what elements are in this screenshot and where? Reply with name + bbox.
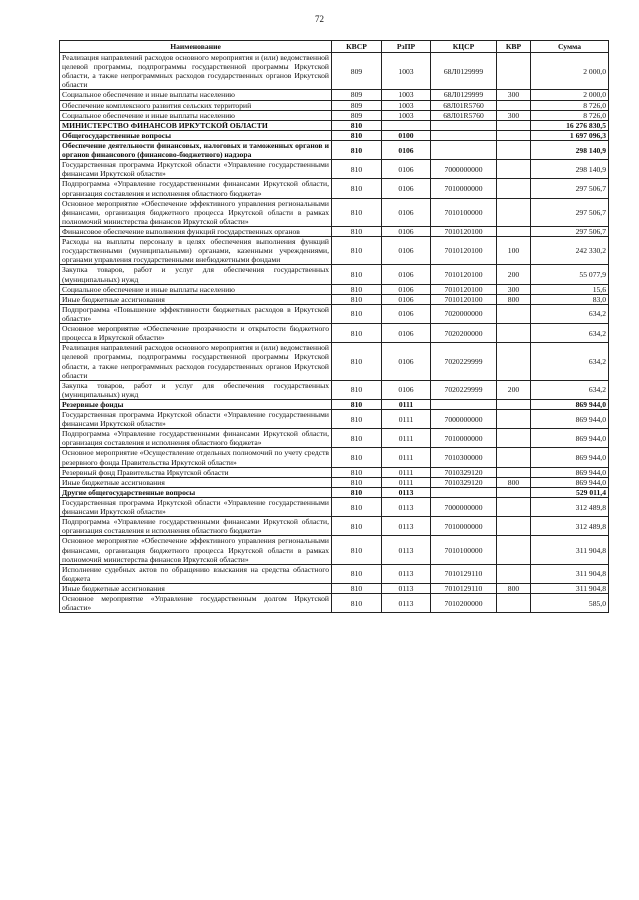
cell-rzpr: 1003 bbox=[382, 110, 431, 120]
cell-rzpr: 1003 bbox=[382, 100, 431, 110]
cell-sum: 529 011,4 bbox=[531, 487, 609, 497]
cell-kcsr bbox=[431, 399, 497, 409]
cell-sum: 311 904,8 bbox=[531, 564, 609, 583]
cell-sum: 869 944,0 bbox=[531, 467, 609, 477]
cell-kvsr: 810 bbox=[332, 594, 382, 613]
table-row bbox=[60, 294, 609, 304]
cell-kvr bbox=[497, 226, 531, 236]
cell-name: Реализация направлений расходов основного мероприятия и (или) ведомственной целевой программы, подпрограммы государственной программы Иркутской области, а также непрограммных расходов государственных органов Иркутской области bbox=[60, 343, 332, 380]
cell-kvsr: 810 bbox=[332, 130, 382, 140]
cell-name: Обеспечение деятельности финансовых, налоговых и таможенных органов и органов финансового (финансово-бюджетного) надзора bbox=[60, 140, 332, 159]
cell-name: Закупка товаров, работ и услуг для обеспечения государственных (муниципальных) нужд bbox=[60, 265, 332, 284]
cell-kcsr: 7010120100 bbox=[431, 265, 497, 284]
cell-kcsr: 7010329120 bbox=[431, 477, 497, 487]
cell-kvr bbox=[497, 399, 531, 409]
cell-sum: 311 904,8 bbox=[531, 536, 609, 564]
table-row bbox=[60, 467, 609, 477]
cell-rzpr: 0113 bbox=[382, 498, 431, 517]
cell-kvsr: 810 bbox=[332, 198, 382, 226]
cell-sum: 242 330,2 bbox=[531, 237, 609, 265]
cell-kcsr: 7010120100 bbox=[431, 294, 497, 304]
cell-rzpr: 0106 bbox=[382, 265, 431, 284]
table-row bbox=[60, 487, 609, 497]
cell-name: МИНИСТЕРСТВО ФИНАНСОВ ИРКУТСКОЙ ОБЛАСТИ bbox=[60, 120, 332, 130]
cell-name: Финансовое обеспечение выполнения функций государственных органов bbox=[60, 226, 332, 236]
table-row bbox=[60, 198, 609, 226]
cell-kvsr: 809 bbox=[332, 110, 382, 120]
cell-kvr bbox=[497, 564, 531, 583]
cell-rzpr: 1003 bbox=[382, 53, 431, 90]
header-name: Наименование bbox=[60, 41, 332, 53]
cell-rzpr: 0106 bbox=[382, 284, 431, 294]
cell-kvsr: 809 bbox=[332, 100, 382, 110]
cell-name: Государственная программа Иркутской области «Управление государственными финансами Иркутской области» bbox=[60, 160, 332, 179]
cell-name: Основное мероприятие «Обеспечение эффективного управления региональными финансами, организация бюджетного процесса Иркутской области в рамках полномочий министерства финансов Иркутской области» bbox=[60, 536, 332, 564]
cell-kvr: 300 bbox=[497, 90, 531, 100]
cell-rzpr: 0106 bbox=[382, 237, 431, 265]
table-row bbox=[60, 130, 609, 140]
cell-sum: 2 000,0 bbox=[531, 53, 609, 90]
cell-kvsr: 810 bbox=[332, 294, 382, 304]
cell-sum: 8 726,0 bbox=[531, 100, 609, 110]
cell-name: Исполнение судебных актов по обращению взыскания на средства областного бюджета bbox=[60, 564, 332, 583]
table-row bbox=[60, 399, 609, 409]
cell-kvr: 800 bbox=[497, 477, 531, 487]
cell-kcsr: 7010100000 bbox=[431, 198, 497, 226]
cell-kvsr: 810 bbox=[332, 498, 382, 517]
cell-kvr bbox=[497, 594, 531, 613]
cell-kvr bbox=[497, 410, 531, 429]
cell-kcsr: 7000000000 bbox=[431, 498, 497, 517]
cell-kvsr: 810 bbox=[332, 284, 382, 294]
cell-rzpr: 0113 bbox=[382, 564, 431, 583]
cell-rzpr: 0106 bbox=[382, 294, 431, 304]
cell-kvsr: 810 bbox=[332, 399, 382, 409]
cell-kcsr: 7020200000 bbox=[431, 324, 497, 343]
cell-rzpr: 0106 bbox=[382, 343, 431, 380]
table-row bbox=[60, 448, 609, 467]
cell-sum: 312 489,8 bbox=[531, 517, 609, 536]
table-header-row bbox=[60, 41, 609, 53]
cell-rzpr: 0111 bbox=[382, 410, 431, 429]
cell-rzpr: 0106 bbox=[382, 179, 431, 198]
cell-sum: 2 000,0 bbox=[531, 90, 609, 100]
table-row bbox=[60, 100, 609, 110]
cell-kcsr: 7010200000 bbox=[431, 594, 497, 613]
cell-kvsr: 810 bbox=[332, 448, 382, 467]
header-sum: Сумма bbox=[531, 41, 609, 53]
table-row bbox=[60, 284, 609, 294]
cell-sum: 634,2 bbox=[531, 343, 609, 380]
table-row bbox=[60, 179, 609, 198]
cell-rzpr: 0106 bbox=[382, 380, 431, 399]
table-row bbox=[60, 584, 609, 594]
cell-kcsr: 7010300000 bbox=[431, 448, 497, 467]
cell-rzpr: 0106 bbox=[382, 140, 431, 159]
cell-kvr bbox=[497, 160, 531, 179]
cell-kvr bbox=[497, 140, 531, 159]
cell-sum: 312 489,8 bbox=[531, 498, 609, 517]
cell-kcsr: 68Л0129999 bbox=[431, 90, 497, 100]
cell-name: Основное мероприятие «Осуществление отдельных полномочий по учету средств резервного фонда Правительства Иркутской области» bbox=[60, 448, 332, 467]
cell-rzpr: 0111 bbox=[382, 477, 431, 487]
cell-name: Обеспечение комплексного развития сельских территорий bbox=[60, 100, 332, 110]
cell-name: Государственная программа Иркутской области «Управление государственными финансами Иркутской области» bbox=[60, 410, 332, 429]
cell-kvsr: 810 bbox=[332, 429, 382, 448]
cell-rzpr: 0106 bbox=[382, 198, 431, 226]
cell-kcsr: 7020229999 bbox=[431, 380, 497, 399]
cell-sum: 55 077,9 bbox=[531, 265, 609, 284]
cell-name: Основное мероприятие «Управление государственным долгом Иркутской области» bbox=[60, 594, 332, 613]
cell-name: Иные бюджетные ассигнования bbox=[60, 477, 332, 487]
cell-sum: 869 944,0 bbox=[531, 477, 609, 487]
cell-name: Реализация направлений расходов основного мероприятия и (или) ведомственной целевой программы, подпрограммы государственной программы Иркутской области, а также непрограммных расходов государственных органов Иркутской области bbox=[60, 53, 332, 90]
cell-rzpr: 0100 bbox=[382, 130, 431, 140]
cell-kvr bbox=[497, 448, 531, 467]
table-row bbox=[60, 90, 609, 100]
header-kcsr: КЦСР bbox=[431, 41, 497, 53]
cell-kcsr: 7010120100 bbox=[431, 226, 497, 236]
cell-name: Иные бюджетные ассигнования bbox=[60, 584, 332, 594]
header-kvsr: КВСР bbox=[332, 41, 382, 53]
cell-rzpr: 0113 bbox=[382, 487, 431, 497]
cell-sum: 869 944,0 bbox=[531, 399, 609, 409]
cell-kvr: 200 bbox=[497, 265, 531, 284]
cell-rzpr: 0111 bbox=[382, 467, 431, 477]
cell-kvsr: 809 bbox=[332, 90, 382, 100]
table-row bbox=[60, 477, 609, 487]
cell-kvsr: 810 bbox=[332, 380, 382, 399]
table-row bbox=[60, 140, 609, 159]
cell-name: Резервный фонд Правительства Иркутской области bbox=[60, 467, 332, 477]
cell-kvr: 100 bbox=[497, 237, 531, 265]
cell-kvsr: 810 bbox=[332, 120, 382, 130]
cell-rzpr: 0106 bbox=[382, 226, 431, 236]
cell-sum: 15,6 bbox=[531, 284, 609, 294]
cell-rzpr: 0111 bbox=[382, 399, 431, 409]
cell-kvsr: 810 bbox=[332, 477, 382, 487]
cell-kvr bbox=[497, 429, 531, 448]
table-row bbox=[60, 536, 609, 564]
cell-name: Государственная программа Иркутской области «Управление государственными финансами Иркутской области» bbox=[60, 498, 332, 517]
cell-rzpr: 1003 bbox=[382, 90, 431, 100]
cell-sum: 869 944,0 bbox=[531, 410, 609, 429]
cell-kcsr: 7010129110 bbox=[431, 564, 497, 583]
cell-kvsr: 810 bbox=[332, 160, 382, 179]
cell-kcsr bbox=[431, 487, 497, 497]
cell-kcsr bbox=[431, 130, 497, 140]
table-row bbox=[60, 517, 609, 536]
cell-kvr bbox=[497, 487, 531, 497]
table-row bbox=[60, 410, 609, 429]
cell-kvr bbox=[497, 517, 531, 536]
cell-name: Подпрограмма «Повышение эффективности бюджетных расходов в Иркутской области» bbox=[60, 304, 332, 323]
cell-sum: 297 506,7 bbox=[531, 226, 609, 236]
cell-rzpr: 0113 bbox=[382, 517, 431, 536]
table-row bbox=[60, 160, 609, 179]
header-rzpr: РзПР bbox=[382, 41, 431, 53]
cell-kcsr: 7010129110 bbox=[431, 584, 497, 594]
cell-kvsr: 810 bbox=[332, 517, 382, 536]
cell-name: Подпрограмма «Управление государственными финансами Иркутской области, организация составления и исполнения областного бюджета» bbox=[60, 179, 332, 198]
cell-kcsr: 68Л01R5760 bbox=[431, 110, 497, 120]
budget-table bbox=[59, 40, 609, 613]
table-row bbox=[60, 594, 609, 613]
cell-kcsr: 7010000000 bbox=[431, 517, 497, 536]
cell-rzpr: 0106 bbox=[382, 324, 431, 343]
cell-kcsr: 7000000000 bbox=[431, 160, 497, 179]
cell-kvr bbox=[497, 324, 531, 343]
cell-rzpr: 0113 bbox=[382, 536, 431, 564]
cell-kcsr: 7010120100 bbox=[431, 237, 497, 265]
cell-sum: 1 697 096,3 bbox=[531, 130, 609, 140]
cell-kvr bbox=[497, 304, 531, 323]
table-row bbox=[60, 110, 609, 120]
cell-kcsr bbox=[431, 120, 497, 130]
cell-kvsr: 810 bbox=[332, 584, 382, 594]
table-row bbox=[60, 380, 609, 399]
cell-kvsr: 810 bbox=[332, 226, 382, 236]
cell-name: Подпрограмма «Управление государственными финансами Иркутской области, организация составления и исполнения областного бюджета» bbox=[60, 429, 332, 448]
cell-kcsr: 7010120100 bbox=[431, 284, 497, 294]
cell-sum: 869 944,0 bbox=[531, 448, 609, 467]
cell-kvr bbox=[497, 536, 531, 564]
cell-name: Резервные фонды bbox=[60, 399, 332, 409]
cell-kvsr: 810 bbox=[332, 536, 382, 564]
cell-kvsr: 810 bbox=[332, 304, 382, 323]
cell-sum: 8 726,0 bbox=[531, 110, 609, 120]
cell-sum: 297 506,7 bbox=[531, 198, 609, 226]
cell-name: Другие общегосударственные вопросы bbox=[60, 487, 332, 497]
cell-kvr: 300 bbox=[497, 110, 531, 120]
cell-kcsr: 7010000000 bbox=[431, 429, 497, 448]
cell-kvr bbox=[497, 179, 531, 198]
cell-sum: 869 944,0 bbox=[531, 429, 609, 448]
cell-sum: 311 904,8 bbox=[531, 584, 609, 594]
cell-kvsr: 810 bbox=[332, 467, 382, 477]
cell-rzpr: 0113 bbox=[382, 594, 431, 613]
cell-rzpr: 0106 bbox=[382, 304, 431, 323]
cell-kvsr: 810 bbox=[332, 324, 382, 343]
cell-sum: 297 506,7 bbox=[531, 179, 609, 198]
table-row bbox=[60, 237, 609, 265]
header-kvr: КВР bbox=[497, 41, 531, 53]
cell-kvr bbox=[497, 198, 531, 226]
cell-kvr bbox=[497, 100, 531, 110]
cell-sum: 83,0 bbox=[531, 294, 609, 304]
cell-sum: 16 276 830,5 bbox=[531, 120, 609, 130]
cell-kvr: 800 bbox=[497, 584, 531, 594]
cell-name: Расходы на выплаты персоналу в целях обеспечения выполнения функций государственными (муниципальными) органами, казенными учреждениями, органами управления государственными внебюджетными фондами bbox=[60, 237, 332, 265]
cell-kcsr: 7010000000 bbox=[431, 179, 497, 198]
cell-kvr bbox=[497, 467, 531, 477]
cell-name: Иные бюджетные ассигнования bbox=[60, 294, 332, 304]
cell-kvsr: 809 bbox=[332, 53, 382, 90]
cell-kvsr: 810 bbox=[332, 140, 382, 159]
cell-kvr bbox=[497, 53, 531, 90]
table-row bbox=[60, 564, 609, 583]
cell-name: Закупка товаров, работ и услуг для обеспечения государственных (муниципальных) нужд bbox=[60, 380, 332, 399]
table-row bbox=[60, 226, 609, 236]
cell-rzpr: 0113 bbox=[382, 584, 431, 594]
cell-kcsr: 68Л01R5760 bbox=[431, 100, 497, 110]
cell-sum: 298 140,9 bbox=[531, 140, 609, 159]
table-row bbox=[60, 120, 609, 130]
cell-sum: 298 140,9 bbox=[531, 160, 609, 179]
cell-name: Общегосударственные вопросы bbox=[60, 130, 332, 140]
cell-kcsr bbox=[431, 140, 497, 159]
cell-kvr bbox=[497, 498, 531, 517]
cell-kvr bbox=[497, 130, 531, 140]
cell-kvr bbox=[497, 120, 531, 130]
cell-kcsr: 7010329120 bbox=[431, 467, 497, 477]
cell-kvr: 200 bbox=[497, 380, 531, 399]
cell-name: Основное мероприятие «Обеспечение прозрачности и открытости бюджетного процесса в Иркутской области» bbox=[60, 324, 332, 343]
cell-kvsr: 810 bbox=[332, 237, 382, 265]
cell-kvr bbox=[497, 343, 531, 380]
table-row bbox=[60, 498, 609, 517]
cell-name: Основное мероприятие «Обеспечение эффективного управления региональными финансами, организация бюджетного процесса Иркутской области в рамках полномочий министерства финансов Иркутской области» bbox=[60, 198, 332, 226]
cell-sum: 634,2 bbox=[531, 380, 609, 399]
table-body bbox=[60, 53, 609, 613]
cell-kcsr: 7020229999 bbox=[431, 343, 497, 380]
cell-name: Социальное обеспечение и иные выплаты населению bbox=[60, 90, 332, 100]
cell-name: Подпрограмма «Управление государственными финансами Иркутской области, организация составления и исполнения областного бюджета» bbox=[60, 517, 332, 536]
cell-kcsr: 7000000000 bbox=[431, 410, 497, 429]
table-row bbox=[60, 304, 609, 323]
cell-rzpr: 0111 bbox=[382, 448, 431, 467]
cell-sum: 634,2 bbox=[531, 304, 609, 323]
cell-kvsr: 810 bbox=[332, 564, 382, 583]
cell-kvr: 300 bbox=[497, 284, 531, 294]
cell-name: Социальное обеспечение и иные выплаты населению bbox=[60, 284, 332, 294]
cell-rzpr: 0111 bbox=[382, 429, 431, 448]
table-row bbox=[60, 324, 609, 343]
cell-sum: 634,2 bbox=[531, 324, 609, 343]
cell-name: Социальное обеспечение и иные выплаты населению bbox=[60, 110, 332, 120]
cell-kvsr: 810 bbox=[332, 265, 382, 284]
cell-rzpr bbox=[382, 120, 431, 130]
cell-kcsr: 7010100000 bbox=[431, 536, 497, 564]
cell-sum: 585,0 bbox=[531, 594, 609, 613]
page-number: 72 bbox=[315, 14, 324, 24]
table-row bbox=[60, 429, 609, 448]
cell-kcsr: 68Л0129999 bbox=[431, 53, 497, 90]
cell-kvr: 800 bbox=[497, 294, 531, 304]
cell-kvsr: 810 bbox=[332, 179, 382, 198]
table-row bbox=[60, 53, 609, 90]
cell-rzpr: 0106 bbox=[382, 160, 431, 179]
table-row bbox=[60, 265, 609, 284]
cell-kvsr: 810 bbox=[332, 410, 382, 429]
table-row bbox=[60, 343, 609, 380]
cell-kvsr: 810 bbox=[332, 487, 382, 497]
cell-kcsr: 7020000000 bbox=[431, 304, 497, 323]
cell-kvsr: 810 bbox=[332, 343, 382, 380]
